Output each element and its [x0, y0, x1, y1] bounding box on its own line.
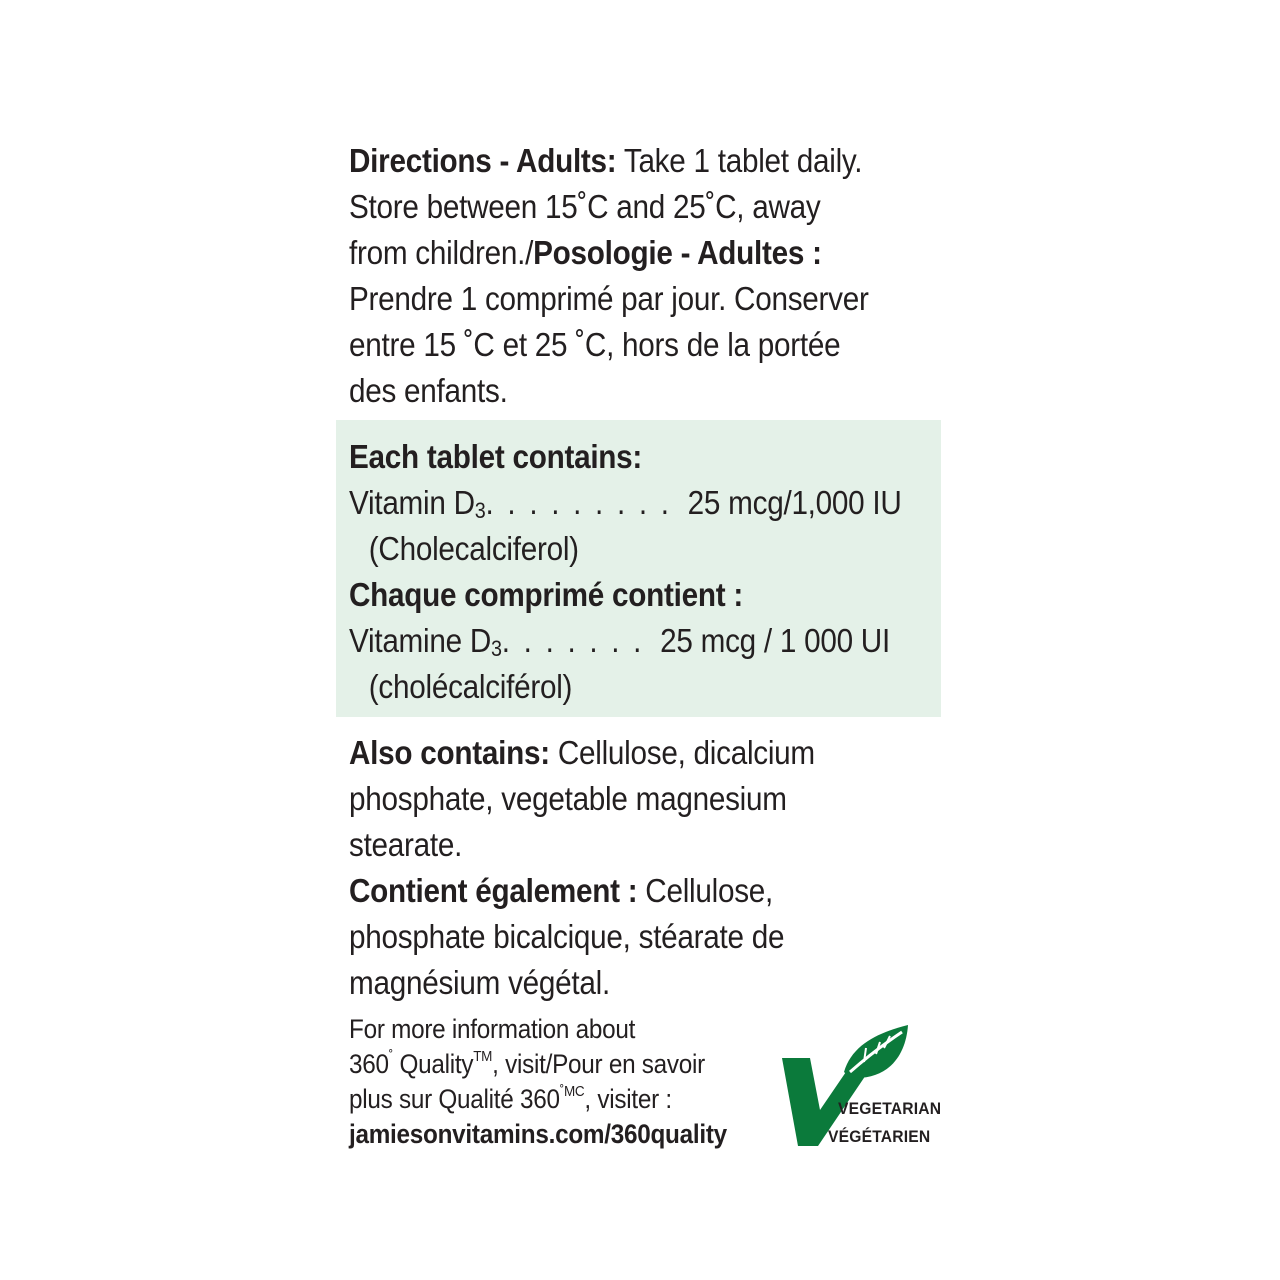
quality-url[interactable]: jamiesonvitamins.com/360quality — [349, 1119, 727, 1149]
quality-line-2: 360˚ Quality™, visit/Pour en savoir — [349, 1048, 706, 1079]
also-en-text: Cellulose, dicalcium — [549, 734, 815, 771]
quality-info — [349, 1012, 789, 1152]
also-line-5: phosphate bicalcique, stéarate de — [349, 918, 785, 955]
directions-section — [349, 138, 949, 414]
also-line-4 — [349, 868, 943, 914]
directions-line-3 — [349, 230, 943, 276]
also-fr-heading: Contient également : — [349, 872, 638, 909]
also-line-1 — [349, 730, 943, 776]
directions-en-text: Take 1 tablet daily. — [616, 142, 863, 179]
also-fr-text: Cellulose, — [637, 872, 774, 909]
ingredients-en-source: (Cholecalciferol) — [368, 530, 579, 567]
also-line-2: phosphate, vegetable magnesium — [349, 780, 787, 817]
directions-en-text-end: from children./ — [349, 234, 534, 271]
ingredient-subscript: 3 — [474, 498, 486, 523]
also-line-3: stearate. — [349, 826, 463, 863]
ingredient-amount: 25 mcg/1,000 IU — [687, 484, 902, 521]
vegetarian-label-en: VEGETARIAN — [838, 1099, 942, 1118]
ingredient-name-fr: Vitamine D — [349, 622, 492, 659]
ingredient-subscript-fr: 3 — [491, 636, 502, 661]
ingredients-section — [349, 434, 969, 710]
ingredient-name: Vitamin D — [349, 484, 475, 521]
ingredients-fr-heading: Chaque comprimé contient : — [349, 576, 743, 613]
quality-line-1: For more information about — [349, 1014, 636, 1044]
ingredients-fr-source: (cholécalciférol) — [368, 668, 573, 705]
ingredients-en-heading: Each tablet contains: — [349, 438, 643, 475]
directions-fr-heading: Posologie - Adultes : — [533, 234, 822, 271]
directions-en-heading: Directions - Adults: — [349, 142, 617, 179]
ingredient-dots: . . . . . . . . . — [485, 484, 672, 521]
quality-line-3: plus sur Qualité $360^{˚MC}$, visiter : — [349, 1083, 672, 1114]
also-en-heading: Also contains: — [349, 734, 550, 771]
ingredient-amount-fr: 25 mcg / 1 000 UI — [660, 622, 890, 659]
also-line-6: magnésium végétal. — [349, 964, 610, 1001]
ingredients-en-row — [349, 480, 907, 526]
vegetarian-label-fr: VÉGÉTARIEN — [828, 1127, 931, 1146]
directions-line-6: des enfants. — [349, 372, 508, 409]
directions-line-5: entre 15 ˚C et 25 ˚C, hors de la portée — [349, 326, 841, 363]
vegetarian-badge — [780, 1022, 950, 1152]
directions-line-2: Store between 15˚C and 25˚C, away — [349, 188, 821, 225]
ingredients-fr-row — [349, 618, 907, 664]
directions-line-1 — [349, 138, 943, 184]
ingredient-dots-fr: . . . . . . . — [501, 622, 645, 659]
directions-line-4: Prendre 1 comprimé par jour. Conserver — [349, 280, 869, 317]
also-contains-section — [349, 730, 1009, 1006]
